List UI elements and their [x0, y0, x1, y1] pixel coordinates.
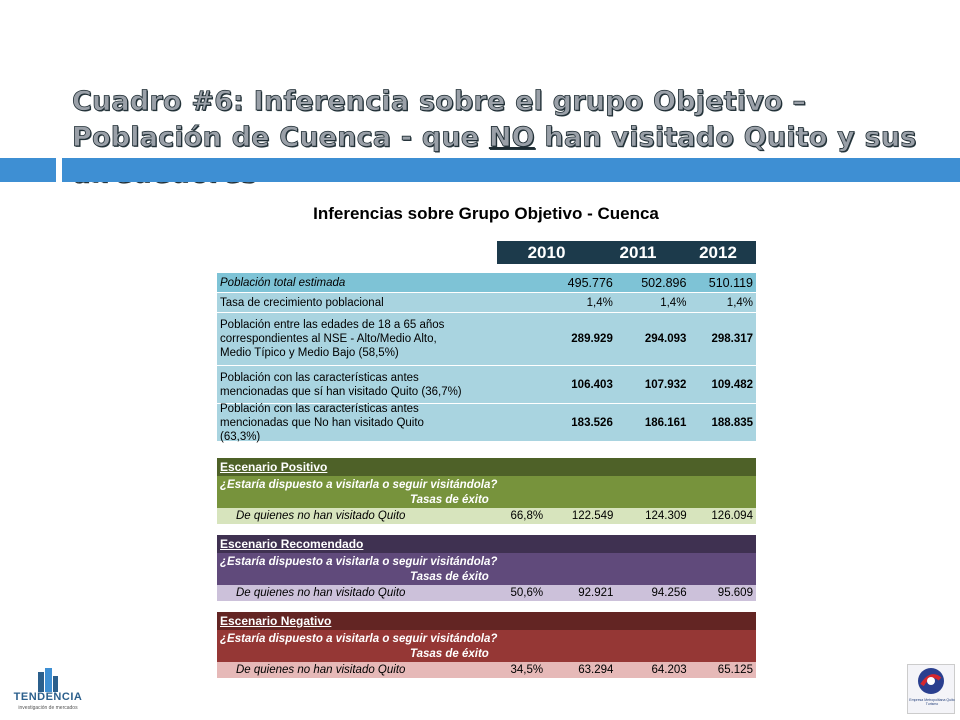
- value-2012: 65.125: [717, 664, 753, 676]
- table-row: [217, 366, 756, 404]
- value-2011: 1,4%: [660, 296, 687, 309]
- success-rate: 50,6%: [510, 587, 544, 599]
- value-2011: 124.309: [645, 510, 687, 522]
- tendencia-logo: [6, 668, 90, 716]
- question-text: ¿Estaría dispuesto a visitarla o seguir visitándola?: [220, 556, 498, 568]
- value-2012: 109.482: [711, 378, 754, 391]
- row-label: Tasa de crecimiento poblacional: [220, 296, 384, 309]
- title-part-2: han visitado Quito y sus: [544, 122, 917, 153]
- value-2012: 126.094: [711, 510, 753, 522]
- table-row: [217, 662, 756, 678]
- table-row: [217, 508, 756, 524]
- value-2010: 92.921: [578, 587, 614, 599]
- question-text: ¿Estaría dispuesto a visitarla o seguir visitándola?: [220, 633, 498, 645]
- row-label: De quienes no han visitado Quito: [236, 664, 406, 676]
- quito-turismo-logo: [907, 664, 955, 714]
- row-label: De quienes no han visitado Quito: [236, 510, 406, 522]
- table-row: [217, 293, 756, 313]
- year-2010: 2010: [527, 243, 566, 262]
- logo-tagline: investigación de mercados: [18, 705, 78, 711]
- value-2010: 106.403: [571, 378, 613, 391]
- logo-text: Empresa Metropolitana Quito Turismo: [909, 698, 955, 706]
- table-row: [217, 585, 756, 601]
- value-2011: 94.256: [651, 587, 687, 599]
- value-2011: 502.896: [641, 275, 687, 290]
- value-2011: 64.203: [651, 664, 687, 676]
- table-row: [217, 273, 756, 293]
- scenario-negative: [217, 612, 756, 678]
- row-label: Población con las características antes mencionadas que No han visitado Quito (63,3%): [220, 402, 424, 443]
- scenario-question: [217, 630, 756, 662]
- table-row: [217, 313, 756, 366]
- success-rate: 34,5%: [510, 664, 544, 676]
- year-2012: 2012: [699, 243, 737, 262]
- row-label: De quienes no han visitado Quito: [236, 587, 406, 599]
- table-row: [217, 404, 756, 442]
- title-part-1: Cuadro #6: Inferencia sobre el grupo Objetivo – Población de Cuenca - que: [72, 86, 807, 153]
- quito-emblem-icon: [908, 665, 954, 697]
- value-2010: 122.549: [571, 510, 614, 522]
- accent-bar-left: [0, 158, 56, 182]
- scenario-title: Escenario Negativo: [217, 612, 756, 630]
- value-2011: 107.932: [644, 378, 687, 391]
- scenario-recommended: [217, 535, 756, 601]
- success-rates-label: Tasas de éxito: [410, 494, 489, 506]
- table-title: Inferencias sobre Grupo Objetivo - Cuenca: [313, 204, 659, 223]
- value-2011: 186.161: [644, 416, 687, 429]
- scenario-title: Escenario Positivo: [217, 458, 756, 476]
- question-text: ¿Estaría dispuesto a visitarla o seguir visitándola?: [220, 479, 498, 491]
- value-2010: 183.526: [571, 416, 613, 429]
- scenario-question: [217, 553, 756, 585]
- value-2012: 1,4%: [726, 296, 754, 309]
- success-rate: 66,8%: [510, 510, 544, 522]
- row-label: Población con las características antes mencionadas que sí han visitado Quito (36,7%): [220, 371, 462, 398]
- value-2012: 298.317: [711, 333, 754, 345]
- building-icon: [6, 668, 90, 692]
- title-underlined-no: NO: [488, 122, 535, 153]
- scenario-question: [217, 476, 756, 508]
- success-rates-label: Tasas de éxito: [410, 571, 489, 583]
- value-2010: 1,4%: [586, 296, 613, 309]
- year-2011: 2011: [619, 243, 657, 262]
- logo-name: TENDENCIA: [13, 691, 83, 703]
- value-2010: 289.929: [571, 333, 613, 345]
- accent-bar-right: [62, 158, 960, 182]
- value-2010: 63.294: [578, 664, 614, 676]
- year-header: [497, 241, 756, 264]
- value-2012: 510.119: [708, 275, 754, 290]
- scenario-title: Escenario Recomendado: [217, 535, 756, 553]
- value-2012: 95.609: [717, 587, 753, 599]
- value-2010: 495.776: [567, 275, 613, 290]
- success-rates-label: Tasas de éxito: [410, 648, 489, 660]
- scenario-positive: [217, 458, 756, 524]
- value-2012: 188.835: [711, 416, 754, 429]
- value-2011: 294.093: [644, 333, 687, 345]
- row-label: Población total estimada: [220, 276, 346, 289]
- population-table: [217, 273, 756, 442]
- row-label: Población entre las edades de 18 a 65 años correspondientes al NSE - Alto/Medio Alto, Medio Típico y Medio Bajo (58,5%): [220, 319, 445, 359]
